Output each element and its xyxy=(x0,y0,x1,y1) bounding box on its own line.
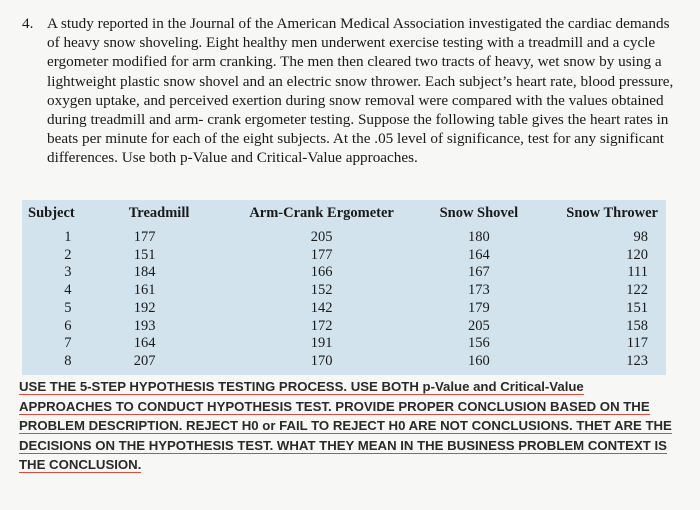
problem-text: A study reported in the Journal of the American Medical Association investigated the cardiac demands of heavy snow shoveling. Eight healthy men underwent exercise testing with a treadmill and a cycle ergometer modified for arm cranking. The men then cleared two tracts of heavy, wet snow by using a lightweight plastic snow shovel and an electric snow thrower. Each subject’s heart rate, blood pressure, oxygen uptake, and perceived exertion during snow removal were compared with the values obtained during treadmill and arm- crank ergometer testing. Suppose the following table gives the heart rates in beats per minute for each of the eight subjects. At the .05 level of significance, test for any significant differences. Use both p-Value and Critical-Value approaches. xyxy=(47,15,674,167)
cell-treadmill: 184 xyxy=(133,264,156,281)
header-snow-thrower: Snow Thrower xyxy=(566,204,658,221)
cell-snow-thrower: 98 xyxy=(633,229,648,245)
problem-statement xyxy=(22,14,677,168)
cell-snow-thrower: 111 xyxy=(627,264,648,281)
cell-arm-crank: 170 xyxy=(310,352,333,369)
table-row xyxy=(22,300,666,318)
cell-snow-shovel: 164 xyxy=(467,246,490,263)
cell-treadmill: 192 xyxy=(133,299,156,316)
heart-rate-table xyxy=(22,200,666,375)
cell-snow-shovel: 167 xyxy=(467,264,490,281)
table-row xyxy=(22,229,666,247)
cell-arm-crank: 142 xyxy=(310,299,333,316)
instruction-line-text: APPROACHES TO CONDUCT HYPOTHESIS TEST. PROVIDE PROPER CONCLUSION BASED ON THE xyxy=(19,398,650,414)
cell-snow-shovel: 173 xyxy=(467,282,490,299)
cell-treadmill: 164 xyxy=(133,335,156,352)
table-row xyxy=(22,247,666,265)
table-row xyxy=(22,264,666,282)
table-header-row xyxy=(22,200,666,229)
header-snow-shovel: Snow Shovel xyxy=(439,204,519,221)
cell-arm-crank: 177 xyxy=(310,246,333,263)
instruction-line-text: DECISIONS ON THE HYPOTHESIS TEST. WHAT THEY MEAN IN THE BUSINESS PROBLEM CONTEXT IS xyxy=(19,437,667,453)
cell-arm-crank: 166 xyxy=(310,264,333,281)
instruction-line-text: THE CONCLUSION. xyxy=(19,457,142,472)
table-row xyxy=(22,353,666,371)
table-row xyxy=(22,335,666,353)
cell-arm-crank: 152 xyxy=(310,282,333,299)
instructions-note xyxy=(19,377,679,475)
cell-snow-thrower: 120 xyxy=(626,246,648,263)
cell-treadmill: 193 xyxy=(133,317,156,334)
cell-snow-shovel: 179 xyxy=(467,299,490,316)
cell-subject: 6 xyxy=(64,317,72,334)
cell-snow-thrower: 123 xyxy=(626,352,648,369)
cell-arm-crank: 205 xyxy=(310,229,333,245)
header-arm-crank-ergometer: Arm-Crank Ergometer xyxy=(249,204,394,221)
header-subject: Subject xyxy=(28,204,75,221)
cell-arm-crank: 172 xyxy=(310,317,333,334)
instruction-line xyxy=(19,377,679,397)
table-row xyxy=(22,318,666,336)
cell-snow-shovel: 205 xyxy=(467,317,490,334)
cell-snow-shovel: 160 xyxy=(467,352,490,369)
instruction-line xyxy=(19,436,679,456)
header-treadmill: Treadmill xyxy=(128,204,190,221)
cell-arm-crank: 191 xyxy=(310,335,333,352)
table-row xyxy=(22,282,666,300)
instruction-line-text: PROBLEM DESCRIPTION. REJECT H0 or FAIL TO REJECT H0 ARE NOT CONCLUSIONS. THET ARE THE xyxy=(19,418,672,433)
instruction-line-text: USE THE 5-STEP HYPOTHESIS TESTING PROCESS. USE BOTH p-Value and Critical-Value xyxy=(19,379,584,394)
problem-number: 4. xyxy=(22,15,34,32)
cell-subject: 7 xyxy=(64,335,72,352)
cell-snow-thrower: 151 xyxy=(626,299,648,316)
cell-subject: 5 xyxy=(64,299,72,316)
cell-snow-thrower: 122 xyxy=(626,282,648,299)
cell-subject: 8 xyxy=(64,352,72,369)
cell-treadmill: 207 xyxy=(133,352,156,369)
cell-snow-shovel: 180 xyxy=(467,229,490,245)
cell-snow-thrower: 117 xyxy=(626,335,648,352)
cell-snow-shovel: 156 xyxy=(467,335,490,352)
cell-subject: 4 xyxy=(64,282,72,299)
cell-subject: 1 xyxy=(64,229,72,245)
cell-subject: 2 xyxy=(64,246,72,263)
instruction-line xyxy=(19,455,679,475)
cell-treadmill: 151 xyxy=(133,246,156,263)
instruction-line xyxy=(19,416,679,436)
cell-treadmill: 161 xyxy=(133,282,156,299)
cell-snow-thrower: 158 xyxy=(626,317,648,334)
cell-subject: 3 xyxy=(64,264,72,281)
instruction-line xyxy=(19,397,679,417)
cell-treadmill: 177 xyxy=(133,229,156,245)
